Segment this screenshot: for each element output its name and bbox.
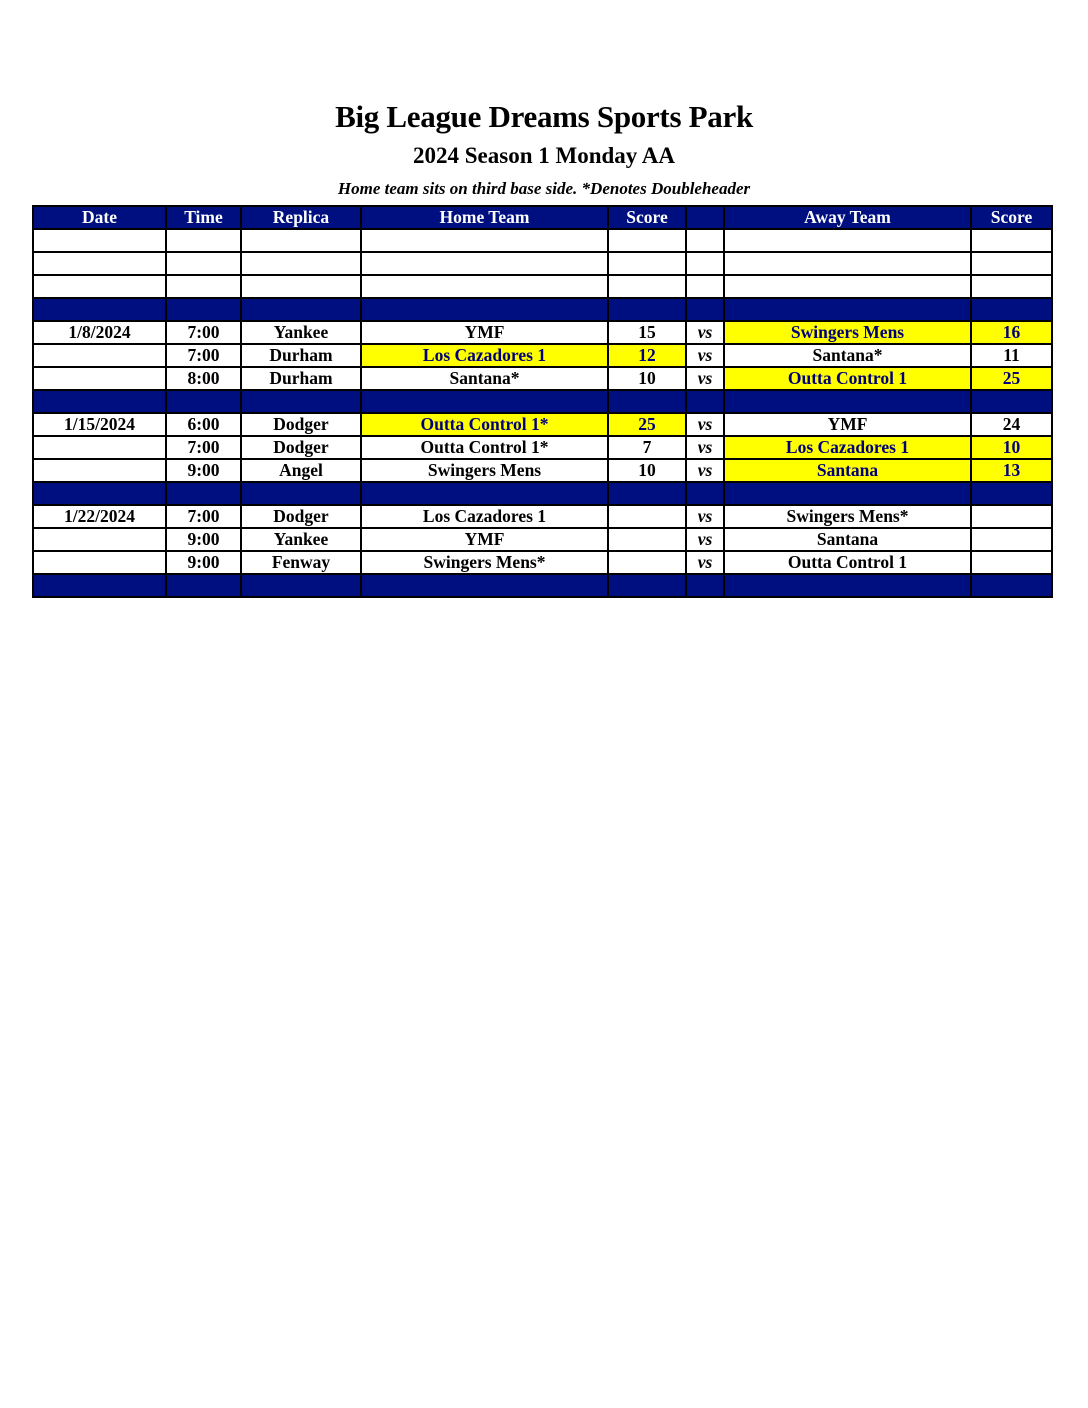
date-cell xyxy=(33,459,166,482)
home-score-cell xyxy=(608,275,686,298)
away-score-cell: 24 xyxy=(971,413,1052,436)
away-score-cell xyxy=(971,505,1052,528)
vs-cell xyxy=(686,574,724,597)
away-score-cell xyxy=(971,574,1052,597)
home-team-cell xyxy=(361,229,608,252)
date-cell xyxy=(33,551,166,574)
game-row xyxy=(33,459,1052,482)
replica-cell: Yankee xyxy=(241,321,361,344)
game-row xyxy=(33,528,1052,551)
home-score-cell xyxy=(608,252,686,275)
col-replica-header: Replica xyxy=(241,206,361,229)
home-team-cell: Swingers Mens xyxy=(361,459,608,482)
vs-cell: vs xyxy=(686,413,724,436)
away-team-cell xyxy=(724,390,971,413)
time-cell: 6:00 xyxy=(166,413,241,436)
home-score-cell: 7 xyxy=(608,436,686,459)
col-date-header: Date xyxy=(33,206,166,229)
replica-cell: Fenway xyxy=(241,551,361,574)
time-cell xyxy=(166,390,241,413)
blank-row xyxy=(33,275,1052,298)
home-team-cell xyxy=(361,275,608,298)
replica-cell: Angel xyxy=(241,459,361,482)
home-team-cell: Outta Control 1* xyxy=(361,436,608,459)
date-cell xyxy=(33,482,166,505)
home-score-cell xyxy=(608,551,686,574)
date-cell: 1/15/2024 xyxy=(33,413,166,436)
time-cell: 9:00 xyxy=(166,551,241,574)
col-home-team-header: Home Team xyxy=(361,206,608,229)
away-score-cell xyxy=(971,298,1052,321)
date-cell xyxy=(33,390,166,413)
separator-row xyxy=(33,390,1052,413)
replica-cell: Durham xyxy=(241,344,361,367)
game-row xyxy=(33,551,1052,574)
away-team-cell: Santana xyxy=(724,528,971,551)
game-row xyxy=(33,344,1052,367)
col-home-score-header: Score xyxy=(608,206,686,229)
time-cell xyxy=(166,229,241,252)
time-cell xyxy=(166,275,241,298)
date-cell xyxy=(33,229,166,252)
home-team-cell: YMF xyxy=(361,321,608,344)
vs-cell: vs xyxy=(686,321,724,344)
away-team-cell: Los Cazadores 1 xyxy=(724,436,971,459)
vs-cell xyxy=(686,275,724,298)
separator-row xyxy=(33,574,1052,597)
replica-cell: Dodger xyxy=(241,505,361,528)
away-team-cell: YMF xyxy=(724,413,971,436)
game-row xyxy=(33,367,1052,390)
date-cell xyxy=(33,528,166,551)
away-team-cell xyxy=(724,574,971,597)
schedule-table xyxy=(32,205,1053,598)
vs-cell: vs xyxy=(686,436,724,459)
time-cell: 9:00 xyxy=(166,528,241,551)
vs-cell xyxy=(686,298,724,321)
time-cell: 9:00 xyxy=(166,459,241,482)
home-team-cell: Outta Control 1* xyxy=(361,413,608,436)
replica-cell xyxy=(241,482,361,505)
page-subtitle: 2024 Season 1 Monday AA xyxy=(413,143,675,168)
time-cell xyxy=(166,574,241,597)
game-row xyxy=(33,505,1052,528)
schedule-body xyxy=(33,229,1052,597)
page-title: Big League Dreams Sports Park xyxy=(335,99,753,134)
away-score-cell xyxy=(971,229,1052,252)
home-score-cell xyxy=(608,298,686,321)
replica-cell xyxy=(241,574,361,597)
time-cell xyxy=(166,298,241,321)
time-cell: 7:00 xyxy=(166,344,241,367)
away-score-cell: 13 xyxy=(971,459,1052,482)
separator-row xyxy=(33,298,1052,321)
game-row xyxy=(33,321,1052,344)
vs-cell: vs xyxy=(686,551,724,574)
date-cell xyxy=(33,574,166,597)
replica-cell xyxy=(241,390,361,413)
vs-cell: vs xyxy=(686,367,724,390)
home-team-cell xyxy=(361,574,608,597)
home-score-cell xyxy=(608,390,686,413)
col-away-score-header: Score xyxy=(971,206,1052,229)
date-cell xyxy=(33,252,166,275)
home-score-cell: 10 xyxy=(608,367,686,390)
replica-cell: Durham xyxy=(241,367,361,390)
home-team-cell xyxy=(361,298,608,321)
away-score-cell xyxy=(971,528,1052,551)
date-cell: 1/22/2024 xyxy=(33,505,166,528)
away-score-cell: 11 xyxy=(971,344,1052,367)
home-team-cell: Los Cazadores 1 xyxy=(361,505,608,528)
time-cell xyxy=(166,482,241,505)
away-team-cell xyxy=(724,298,971,321)
away-team-cell: Outta Control 1 xyxy=(724,551,971,574)
away-score-cell: 25 xyxy=(971,367,1052,390)
away-team-cell: Swingers Mens xyxy=(724,321,971,344)
home-team-cell xyxy=(361,252,608,275)
vs-cell: vs xyxy=(686,505,724,528)
away-team-cell xyxy=(724,275,971,298)
date-cell xyxy=(33,298,166,321)
away-score-cell xyxy=(971,390,1052,413)
away-score-cell xyxy=(971,275,1052,298)
time-cell: 7:00 xyxy=(166,505,241,528)
vs-cell xyxy=(686,482,724,505)
away-team-cell: Santana xyxy=(724,459,971,482)
vs-cell: vs xyxy=(686,344,724,367)
replica-cell xyxy=(241,275,361,298)
home-score-cell: 15 xyxy=(608,321,686,344)
game-row xyxy=(33,436,1052,459)
home-score-cell xyxy=(608,482,686,505)
home-team-cell: Santana* xyxy=(361,367,608,390)
away-team-cell: Santana* xyxy=(724,344,971,367)
blank-row xyxy=(33,229,1052,252)
vs-cell: vs xyxy=(686,528,724,551)
home-score-cell: 12 xyxy=(608,344,686,367)
separator-row xyxy=(33,482,1052,505)
replica-cell xyxy=(241,229,361,252)
replica-cell xyxy=(241,298,361,321)
home-score-cell xyxy=(608,229,686,252)
date-cell: 1/8/2024 xyxy=(33,321,166,344)
vs-cell xyxy=(686,390,724,413)
date-cell xyxy=(33,436,166,459)
away-score-cell: 10 xyxy=(971,436,1052,459)
col-vs-header xyxy=(686,206,724,229)
home-team-cell: Swingers Mens* xyxy=(361,551,608,574)
home-score-cell xyxy=(608,505,686,528)
away-score-cell xyxy=(971,551,1052,574)
home-score-cell: 10 xyxy=(608,459,686,482)
col-away-team-header: Away Team xyxy=(724,206,971,229)
away-team-cell xyxy=(724,482,971,505)
replica-cell: Dodger xyxy=(241,413,361,436)
away-team-cell: Outta Control 1 xyxy=(724,367,971,390)
away-team-cell xyxy=(724,229,971,252)
home-team-cell xyxy=(361,482,608,505)
page-note: Home team sits on third base side. *Denotes Doubleheader xyxy=(337,179,751,198)
time-cell: 8:00 xyxy=(166,367,241,390)
away-team-cell xyxy=(724,252,971,275)
replica-cell: Dodger xyxy=(241,436,361,459)
replica-cell: Yankee xyxy=(241,528,361,551)
col-time-header: Time xyxy=(166,206,241,229)
home-team-cell: YMF xyxy=(361,528,608,551)
away-score-cell xyxy=(971,252,1052,275)
replica-cell xyxy=(241,252,361,275)
home-score-cell: 25 xyxy=(608,413,686,436)
vs-cell xyxy=(686,252,724,275)
home-team-cell xyxy=(361,390,608,413)
date-cell xyxy=(33,344,166,367)
away-score-cell xyxy=(971,482,1052,505)
away-score-cell: 16 xyxy=(971,321,1052,344)
away-team-cell: Swingers Mens* xyxy=(724,505,971,528)
date-cell xyxy=(33,275,166,298)
vs-cell xyxy=(686,229,724,252)
game-row xyxy=(33,413,1052,436)
date-cell xyxy=(33,367,166,390)
home-team-cell: Los Cazadores 1 xyxy=(361,344,608,367)
header-row xyxy=(33,206,1052,229)
home-score-cell xyxy=(608,528,686,551)
time-cell xyxy=(166,252,241,275)
vs-cell: vs xyxy=(686,459,724,482)
home-score-cell xyxy=(608,574,686,597)
time-cell: 7:00 xyxy=(166,436,241,459)
blank-row xyxy=(33,252,1052,275)
time-cell: 7:00 xyxy=(166,321,241,344)
